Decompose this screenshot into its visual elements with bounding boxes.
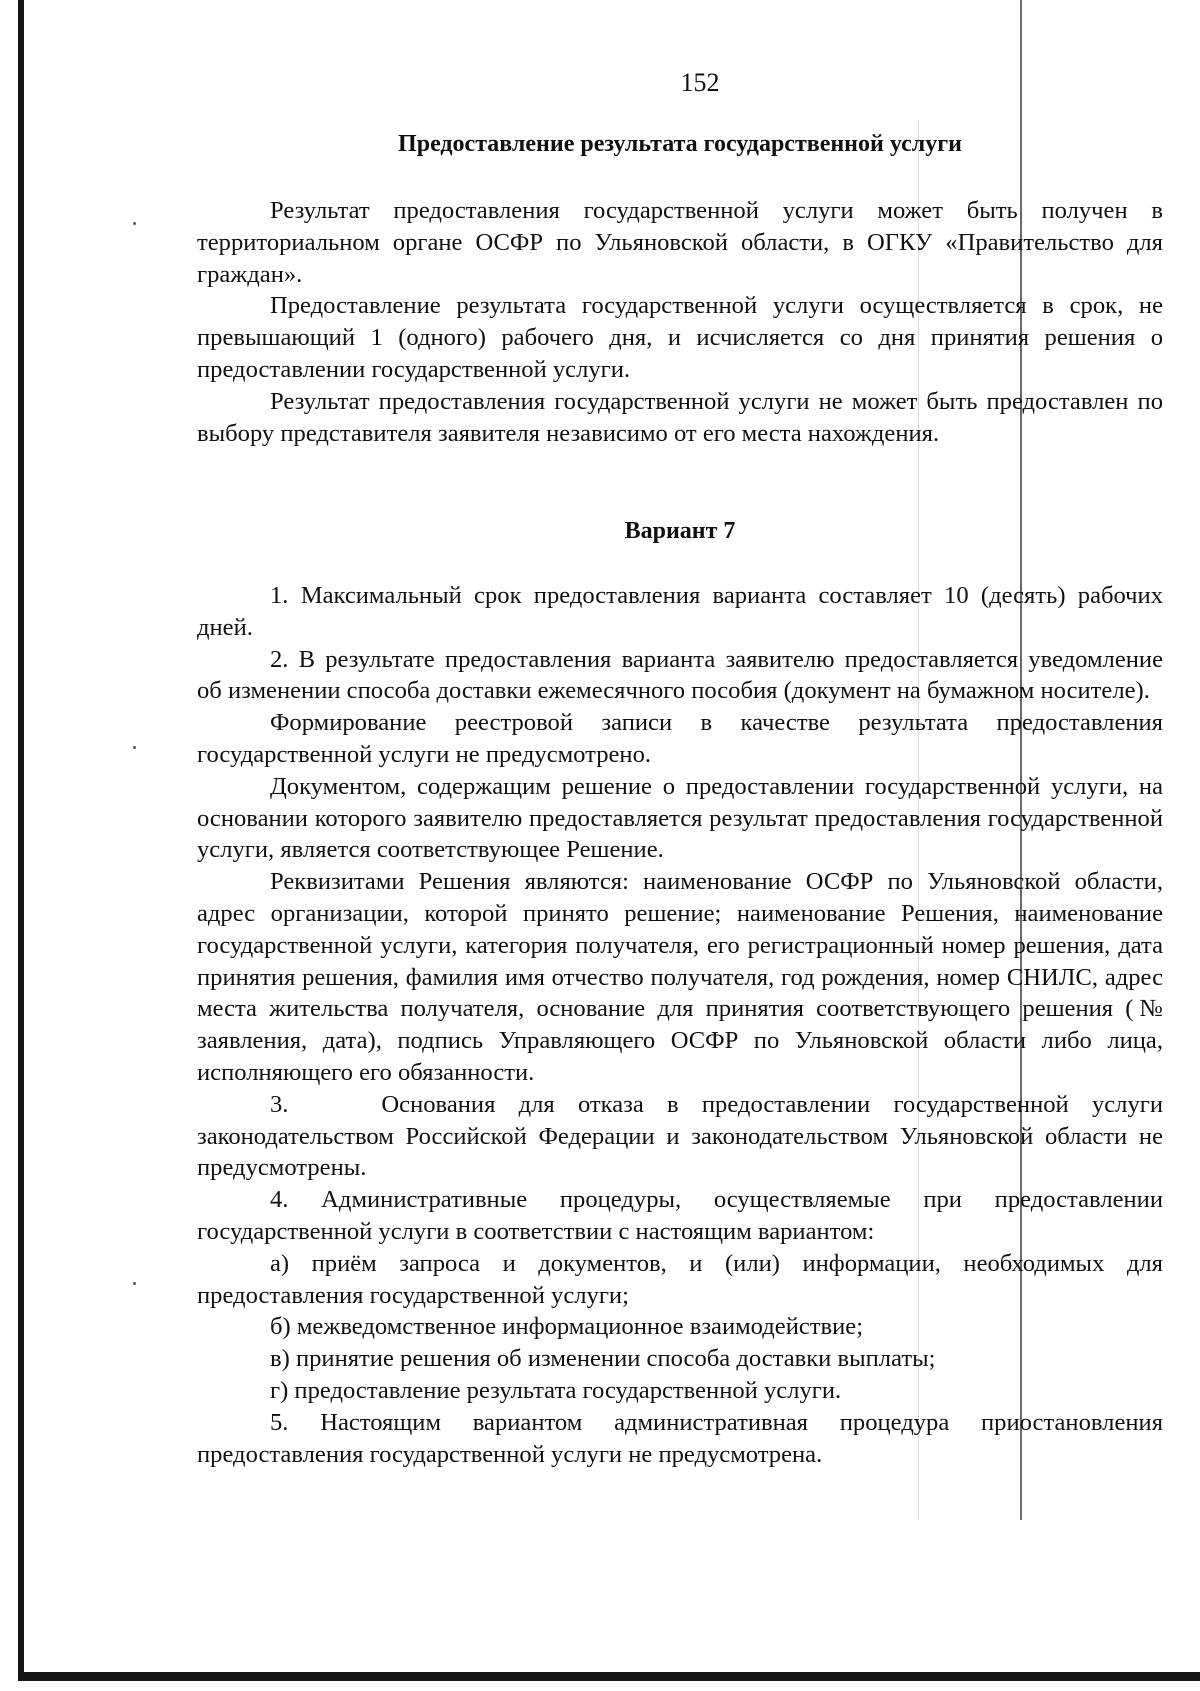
paragraph: Документом, содержащим решение о предоставлении государственной услуги, на основании которого заявителю предоставляется результат предоставления государственной услуги, является соответствующее Решение. [197,772,1163,864]
scan-speck [133,222,136,225]
scan-speck [133,746,136,749]
paragraph: Реквизитами Решения являются: наименование ОСФР по Ульяновской области, адрес организации, которой принято решение; наименование Решения, наименование государственной услуги, категория получателя, его регистрационный номер решения, дата принятия решения, фамилия имя отчество получателя, год рождения, номер СНИЛС, адрес места жительства получателя, основание для принятия соответствующего решения (№ заявления, дата), подпись Управляющего ОСФР по Ульяновской области либо лица, исполняющего его обязанности. [197,868,1163,1086]
scan-border-bottom [18,1672,1200,1681]
paragraph: 2. В результате предоставления варианта заявителю предоставляется уведомление об изменении способа доставки ежемесячного пособия (документ на бумажном носителе). [197,645,1163,705]
page-number: 152 [680,68,720,97]
list-item: б) межведомственное информационное взаимодействие; [270,1313,864,1341]
scan-speck [133,1282,136,1285]
list-item: а) приём запроса и документов, и (или) информации, необходимых для предоставления государственной услуги; [197,1249,1163,1309]
section-title-variant: Вариант 7 [624,518,736,544]
paragraph: 4. Административные процедуры, осуществляемые при предоставлении государственной услуги в соответствии с настоящим вариантом: [197,1186,1163,1245]
scan-border-left [18,0,24,1680]
section-body-variant [197,580,1170,1470]
section-body-result [197,195,1163,449]
paragraph: Результат предоставления государственной услуги может быть получен в территориальном органе ОСФР по Ульяновской области, в ОГКУ «Правительство для граждан». [197,197,1163,288]
paragraph: 1. Максимальный срок предоставления варианта составляет 10 (десять) рабочих дней. [197,582,1163,641]
list-item: г) предоставление результата государственной услуги. [270,1376,842,1404]
section-title-result: Предоставление результата государственной услуги [398,131,962,157]
paragraph: Формирование реестровой записи в качестве результата предоставления государственной услуги не предусмотрено. [197,709,1163,768]
list-item: в) принятие решения об изменении способа доставки выплаты; [270,1345,936,1373]
paragraph: Предоставление результата государственной услуги осуществляется в срок, не превышающий 1 (одного) рабочего дня, и исчисляется со дня принятия решения о предоставлении государственной услуги. [197,292,1163,383]
paragraph: Результат предоставления государственной услуги не может быть предоставлен по выбору представителя заявителя независимо от его места нахождения. [197,387,1163,447]
paragraph: 3. Основания для отказа в предоставлении государственной услуги законодательством Российской Федерации и законодательством Ульяновской области не предусмотрены. [197,1090,1170,1182]
paragraph: 5. Настоящим вариантом административная процедура приостановления предоставления государственной услуги не предусмотрена. [197,1408,1163,1468]
